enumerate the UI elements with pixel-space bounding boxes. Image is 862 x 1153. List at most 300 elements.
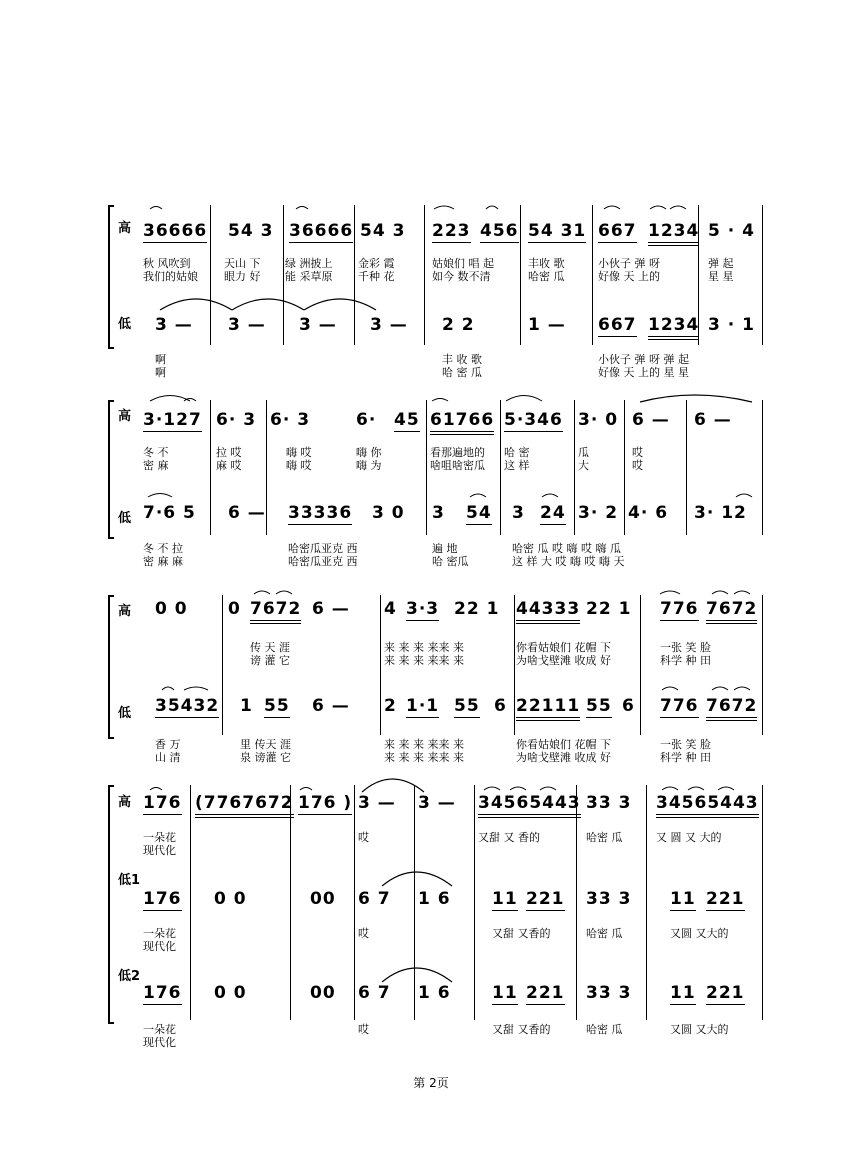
lyric-verse-2: 哈密瓜亚克 西: [288, 555, 358, 568]
voice-label: 高: [118, 409, 132, 424]
note-digits: 54 3: [228, 221, 274, 241]
lyric-verse-2: 这 样 大 哎 嗨 哎 嗨 天: [512, 555, 625, 568]
score-system: [0, 400, 862, 568]
note-group: [214, 983, 247, 1003]
note-digits: 4· 6: [628, 503, 669, 523]
note-group: [358, 889, 391, 909]
note-group: [240, 696, 253, 716]
note-group: [578, 503, 618, 523]
lyric-verse-2: 为啥戈壁滩 收成 好: [516, 654, 611, 667]
barline: [424, 205, 425, 345]
barline: [624, 400, 625, 535]
note-group: [358, 983, 391, 1003]
note-digits: 7672: [706, 696, 757, 721]
lyric-verse-1: 哈密 瓜: [586, 831, 623, 844]
note-digits: 00: [310, 889, 336, 909]
barline: [762, 205, 763, 345]
note-group: [418, 889, 451, 909]
barline: [474, 785, 475, 1020]
note-group: [143, 889, 182, 909]
note-digits: 221: [706, 889, 745, 909]
note-group: [372, 503, 405, 523]
note-digits: 6 7: [358, 889, 391, 909]
lyric-block: [586, 1023, 623, 1036]
note-digits: 1 6: [418, 889, 451, 909]
note-group: [214, 889, 247, 909]
note-group: [706, 889, 745, 909]
note-group: [442, 315, 475, 335]
barline: [762, 785, 763, 1020]
note-group: [310, 889, 336, 909]
barline: [210, 205, 211, 345]
note-digits: 3·127: [143, 410, 202, 430]
note-group: [288, 503, 352, 523]
lyric-block: [286, 446, 312, 472]
note-digits: 6· 3: [270, 410, 311, 430]
note-digits: 6 —: [312, 696, 350, 716]
lyric-block: [143, 542, 183, 568]
note-group: [432, 503, 445, 523]
lyric-verse-1: 一朵花: [143, 927, 176, 940]
lyric-block: [660, 738, 711, 764]
lyric-verse-2: 密 麻: [143, 459, 169, 472]
lyric-block: [598, 257, 660, 283]
note-digits: 45: [394, 410, 420, 430]
note-digits: 00: [310, 983, 336, 1003]
lyric-verse-1: 秋 风吹到: [143, 257, 191, 270]
lyric-block: [358, 831, 369, 844]
lyric-verse-1: 又甜 又香的: [492, 927, 551, 940]
lyric-verse-1: 来 来 来 来来 来: [384, 738, 464, 751]
lyric-verse-1: 又 圆 又 大的: [656, 831, 722, 844]
system-bracket: [108, 595, 114, 739]
lyric-block: [528, 257, 565, 283]
note-group: [504, 410, 563, 430]
note-group: [454, 696, 480, 716]
note-digits: 5·346: [504, 410, 563, 430]
tie-arc: [254, 591, 270, 594]
lyric-block: [356, 446, 382, 472]
note-digits: 35432: [155, 696, 220, 716]
note-digits: 6 —: [228, 503, 266, 523]
score-system: [0, 785, 862, 1049]
note-group: [656, 793, 759, 813]
note-group: [706, 983, 745, 1003]
note-group: [516, 696, 580, 716]
barline: [210, 400, 211, 535]
note-digits: 55: [454, 696, 480, 716]
note-digits: 6 —: [694, 410, 732, 430]
lyric-verse-2: 科学 种 田: [660, 751, 711, 764]
note-group: [195, 793, 294, 813]
lyric-block: [288, 542, 358, 568]
note-group: [586, 599, 631, 619]
note-digits: 3· 2: [578, 503, 619, 523]
note-group: [360, 221, 405, 241]
lyric-verse-1: 传 天 涯: [250, 641, 290, 654]
note-group: [143, 221, 207, 241]
note-digits: 667: [598, 315, 637, 335]
barline: [414, 785, 415, 1020]
barline: [514, 595, 515, 735]
note-group: [706, 599, 757, 619]
note-group: [586, 983, 631, 1003]
note-group: [264, 696, 290, 716]
lyric-block: [632, 446, 643, 472]
note-digits: 11: [492, 983, 518, 1003]
lyric-block: [155, 353, 166, 379]
lyric-verse-1: 香 万: [155, 738, 181, 751]
lyric-verse-2: 山 清: [155, 751, 181, 764]
note-group: [492, 889, 518, 909]
lyric-block: [432, 257, 494, 283]
barline: [520, 205, 521, 345]
note-group: [370, 315, 408, 335]
lyric-verse-1: 又圆 又大的: [670, 927, 729, 940]
lyric-verse-2: 能 采草原: [285, 270, 333, 283]
lyric-block: [504, 446, 530, 472]
lyric-block: [656, 831, 722, 844]
note-group: [312, 599, 350, 619]
lyric-block: [143, 927, 176, 953]
note-digits: 36666: [143, 221, 208, 241]
note-digits: 4: [384, 599, 397, 619]
voice-label: 低: [118, 706, 132, 721]
lyric-verse-1: 小伙子 弹 呀 弹 起: [598, 353, 689, 366]
lyric-verse-1: 又甜 又 香的: [478, 831, 540, 844]
note-group: [632, 410, 670, 430]
note-digits: 1·1: [406, 696, 440, 716]
note-digits: 3: [512, 503, 525, 523]
note-digits: 176 ): [298, 793, 353, 813]
note-digits: 221: [526, 889, 565, 909]
lyric-block: [516, 641, 611, 667]
note-digits: 6 —: [312, 599, 350, 619]
lyric-block: [492, 927, 551, 940]
lyric-verse-2: 麻 哎: [216, 459, 242, 472]
note-digits: 6· 3: [216, 410, 257, 430]
note-digits: 0 0: [155, 599, 188, 619]
note-digits: 33 3: [586, 889, 632, 909]
barline: [380, 595, 381, 735]
note-group: [384, 599, 397, 619]
lyric-verse-2: 这 样: [504, 459, 530, 472]
note-digits: 3 —: [299, 315, 337, 335]
lyric-block: [358, 1023, 369, 1036]
note-digits: 22 1: [586, 599, 632, 619]
note-group: [310, 983, 336, 1003]
lyric-verse-2: 来 来 来 来来 来: [384, 654, 464, 667]
barline: [354, 205, 355, 345]
note-group: [628, 503, 668, 523]
barline: [762, 400, 763, 535]
note-group: [228, 315, 266, 335]
note-digits: 3 · 1: [708, 315, 755, 335]
note-group: [708, 221, 755, 241]
lyric-block: [285, 257, 333, 283]
note-digits: 7·6 5: [143, 503, 196, 523]
note-group: [418, 983, 451, 1003]
lyric-verse-2: 哈 密瓜: [432, 555, 469, 568]
barline: [283, 205, 284, 345]
lyric-block: [660, 641, 711, 667]
voice-label: 低: [118, 317, 132, 332]
note-digits: 221: [706, 983, 745, 1003]
lyric-verse-2: 眼力 好: [224, 270, 261, 283]
note-group: [356, 410, 376, 430]
tie-arc: [660, 591, 680, 594]
note-digits: 3· 0: [578, 410, 619, 430]
note-digits: 456: [480, 221, 519, 241]
lyric-verse-2: 如今 数不清: [432, 270, 491, 283]
voice-label: 高: [118, 795, 132, 810]
note-group: [270, 410, 310, 430]
note-digits: 6: [622, 696, 635, 716]
lyric-verse-1: 弹 起: [708, 257, 734, 270]
lyric-block: [143, 257, 198, 283]
lyric-verse-1: 哈 密: [504, 446, 530, 459]
note-group: [155, 599, 188, 619]
lyric-verse-2: 现代化: [143, 940, 176, 953]
lyric-verse-2: 密 麻 麻: [143, 555, 183, 568]
note-digits: 55: [264, 696, 290, 716]
note-digits: 36666: [289, 221, 354, 241]
note-group: [512, 503, 525, 523]
lyric-block: [143, 446, 169, 472]
note-group: [694, 410, 732, 430]
note-digits: 3: [432, 503, 445, 523]
lyric-verse-1: 一张 笑 脸: [660, 641, 711, 654]
note-group: [492, 983, 518, 1003]
note-group: [298, 793, 352, 813]
lyric-block: [478, 831, 540, 844]
note-group: [312, 696, 350, 716]
note-digits: 3 0: [372, 503, 405, 523]
note-digits: 6 —: [632, 410, 670, 430]
note-group: [648, 315, 699, 335]
note-group: [250, 599, 301, 619]
lyric-block: [430, 446, 485, 472]
note-group: [694, 503, 747, 523]
tie-arc: [276, 591, 292, 594]
note-digits: 6: [494, 696, 507, 716]
note-digits: 223: [432, 221, 471, 241]
note-digits: 0: [228, 599, 241, 619]
note-group: [586, 696, 612, 716]
note-digits: 3 —: [228, 315, 266, 335]
lyric-verse-2: 啊: [155, 366, 166, 379]
note-digits: 0 0: [214, 983, 247, 1003]
barline: [222, 595, 223, 735]
lyric-verse-2: 啥咀啥密瓜: [430, 459, 485, 472]
lyric-verse-1: 一朵花: [143, 1023, 176, 1036]
lyric-verse-1: 哎: [358, 831, 369, 844]
note-group: [478, 793, 581, 813]
barline: [354, 785, 355, 1020]
lyric-verse-2: 千种 花: [358, 270, 395, 283]
tie-arc: [734, 591, 750, 594]
voice-label: 高: [118, 221, 132, 236]
voice-label: 低2: [118, 969, 141, 984]
lyric-verse-2: 我们的姑娘: [143, 270, 198, 283]
note-digits: 1234: [648, 221, 699, 246]
lyric-block: [516, 738, 611, 764]
note-group: [708, 315, 755, 335]
note-group: [622, 696, 635, 716]
note-digits: 55: [586, 696, 612, 716]
note-group: [155, 315, 193, 335]
lyric-verse-1: 哈密 瓜 哎 嗨 哎 嗨 瓜: [512, 542, 621, 555]
barline: [190, 785, 191, 1020]
note-digits: 3 —: [370, 315, 408, 335]
barline: [576, 785, 577, 1020]
note-group: [660, 599, 699, 619]
lyric-verse-1: 哎: [358, 927, 369, 940]
note-group: [430, 410, 494, 430]
note-group: [670, 889, 696, 909]
lyric-verse-1: 拉 哎: [216, 446, 242, 459]
note-group: [598, 315, 637, 335]
note-group: [528, 221, 586, 241]
note-digits: 33 3: [586, 983, 632, 1003]
system-bracket: [108, 785, 114, 1024]
note-digits: 11: [670, 983, 696, 1003]
page-number: 第 2页: [413, 1076, 449, 1090]
note-digits: 6 7: [358, 983, 391, 1003]
tie-arc: [712, 591, 728, 594]
note-digits: 33336: [288, 503, 353, 523]
lyric-verse-1: 你看姑娘们 花帽 下: [516, 738, 611, 751]
lyric-block: [578, 446, 589, 472]
lyric-verse-1: 又甜 又香的: [492, 1023, 551, 1036]
note-digits: 176: [143, 793, 182, 813]
note-group: [586, 793, 631, 813]
lyric-verse-2: 哈 密 瓜: [442, 366, 482, 379]
lyric-verse-1: 哎: [632, 446, 643, 459]
lyric-verse-1: 绿 洲披上: [285, 257, 333, 270]
lyric-verse-2: 好像 天 上的: [598, 270, 660, 283]
note-digits: 54 3: [360, 221, 406, 241]
barline: [266, 400, 267, 535]
note-digits: 24: [540, 503, 566, 523]
note-group: [648, 221, 699, 241]
note-digits: 667: [598, 221, 637, 241]
note-digits: 3 —: [418, 793, 456, 813]
lyric-verse-1: 天山 下: [224, 257, 261, 270]
lyric-verse-2: 嗨 哎: [286, 459, 312, 472]
note-group: [358, 793, 396, 813]
lyric-block: [240, 738, 291, 764]
lyric-verse-1: 看那遍地的: [430, 446, 485, 459]
note-digits: 3 —: [155, 315, 193, 335]
lyric-verse-1: 来 来 来 来来 来: [384, 641, 464, 654]
lyric-verse-2: 大: [578, 459, 589, 472]
lyric-verse-1: 你看姑娘们 花帽 下: [516, 641, 611, 654]
note-digits: 11: [670, 889, 696, 909]
lyric-verse-1: 冬 不 拉: [143, 542, 183, 555]
note-group: [578, 410, 618, 430]
lyric-verse-1: 一张 笑 脸: [660, 738, 711, 751]
lyric-verse-1: 姑娘们 唱 起: [432, 257, 494, 270]
lyric-verse-2: 现代化: [143, 844, 176, 857]
note-group: [143, 503, 196, 523]
note-digits: 11: [492, 889, 518, 909]
note-group: [299, 315, 337, 335]
lyric-verse-2: 科学 种 田: [660, 654, 711, 667]
lyric-verse-1: 冬 不: [143, 446, 169, 459]
note-group: [143, 793, 182, 813]
lyric-verse-2: 泉 谤灌 它: [240, 751, 291, 764]
lyric-block: [670, 927, 729, 940]
note-group: [516, 599, 580, 619]
lyric-verse-2: 为啥戈壁滩 收成 好: [516, 751, 611, 764]
lyric-block: [708, 257, 734, 283]
note-digits: 3· 12: [694, 503, 747, 523]
lyric-verse-2: 哈密 瓜: [528, 270, 565, 283]
note-group: [289, 221, 353, 241]
note-digits: 7672: [250, 599, 301, 624]
note-digits: 61766: [430, 410, 494, 435]
note-digits: 176: [143, 889, 182, 909]
note-digits: 1234: [648, 315, 699, 340]
note-group: [394, 410, 420, 430]
barline: [640, 595, 641, 735]
voice-label: 低1: [118, 873, 141, 888]
barline: [686, 400, 687, 535]
lyric-verse-1: 啊: [155, 353, 166, 366]
note-group: [228, 599, 241, 619]
barline: [574, 400, 575, 535]
lyric-verse-2: 现代化: [143, 1036, 176, 1049]
note-digits: 34565443: [478, 793, 581, 818]
note-group: [540, 503, 566, 523]
note-digits: 221: [526, 983, 565, 1003]
note-group: [494, 696, 507, 716]
note-digits: 3 —: [358, 793, 396, 813]
lyric-block: [432, 542, 469, 568]
system-bracket: [108, 205, 114, 349]
lyric-block: [384, 641, 464, 667]
lyric-verse-2: 好像 天 上的 星 星: [598, 366, 689, 379]
note-digits: 54: [466, 503, 492, 523]
note-digits: 3·3: [406, 599, 440, 619]
note-digits: 44333: [516, 599, 580, 624]
note-digits: (7767672: [195, 793, 294, 818]
note-digits: 6·: [356, 410, 377, 430]
lyric-verse-1: 遍 地: [432, 542, 458, 555]
barline: [762, 595, 763, 735]
note-group: [384, 696, 397, 716]
lyric-block: [442, 353, 482, 379]
lyric-verse-1: 里 传天 涯: [240, 738, 291, 751]
note-group: [480, 221, 519, 241]
lyric-verse-1: 又圆 又大的: [670, 1023, 729, 1036]
note-group: [586, 889, 631, 909]
lyric-verse-1: 丰 收 歌: [442, 353, 482, 366]
lyric-verse-1: 嗨 你: [356, 446, 382, 459]
lyric-verse-2: 哎: [632, 459, 643, 472]
score-system: [0, 595, 862, 764]
barline: [426, 400, 427, 535]
note-digits: 7672: [706, 599, 757, 624]
lyric-block: [586, 831, 623, 844]
lyric-block: [358, 927, 369, 940]
note-group: [526, 983, 565, 1003]
note-group: [670, 983, 696, 1003]
score-system: [0, 205, 862, 379]
note-digits: 33 3: [586, 793, 632, 813]
lyric-verse-1: 一朵花: [143, 831, 176, 844]
